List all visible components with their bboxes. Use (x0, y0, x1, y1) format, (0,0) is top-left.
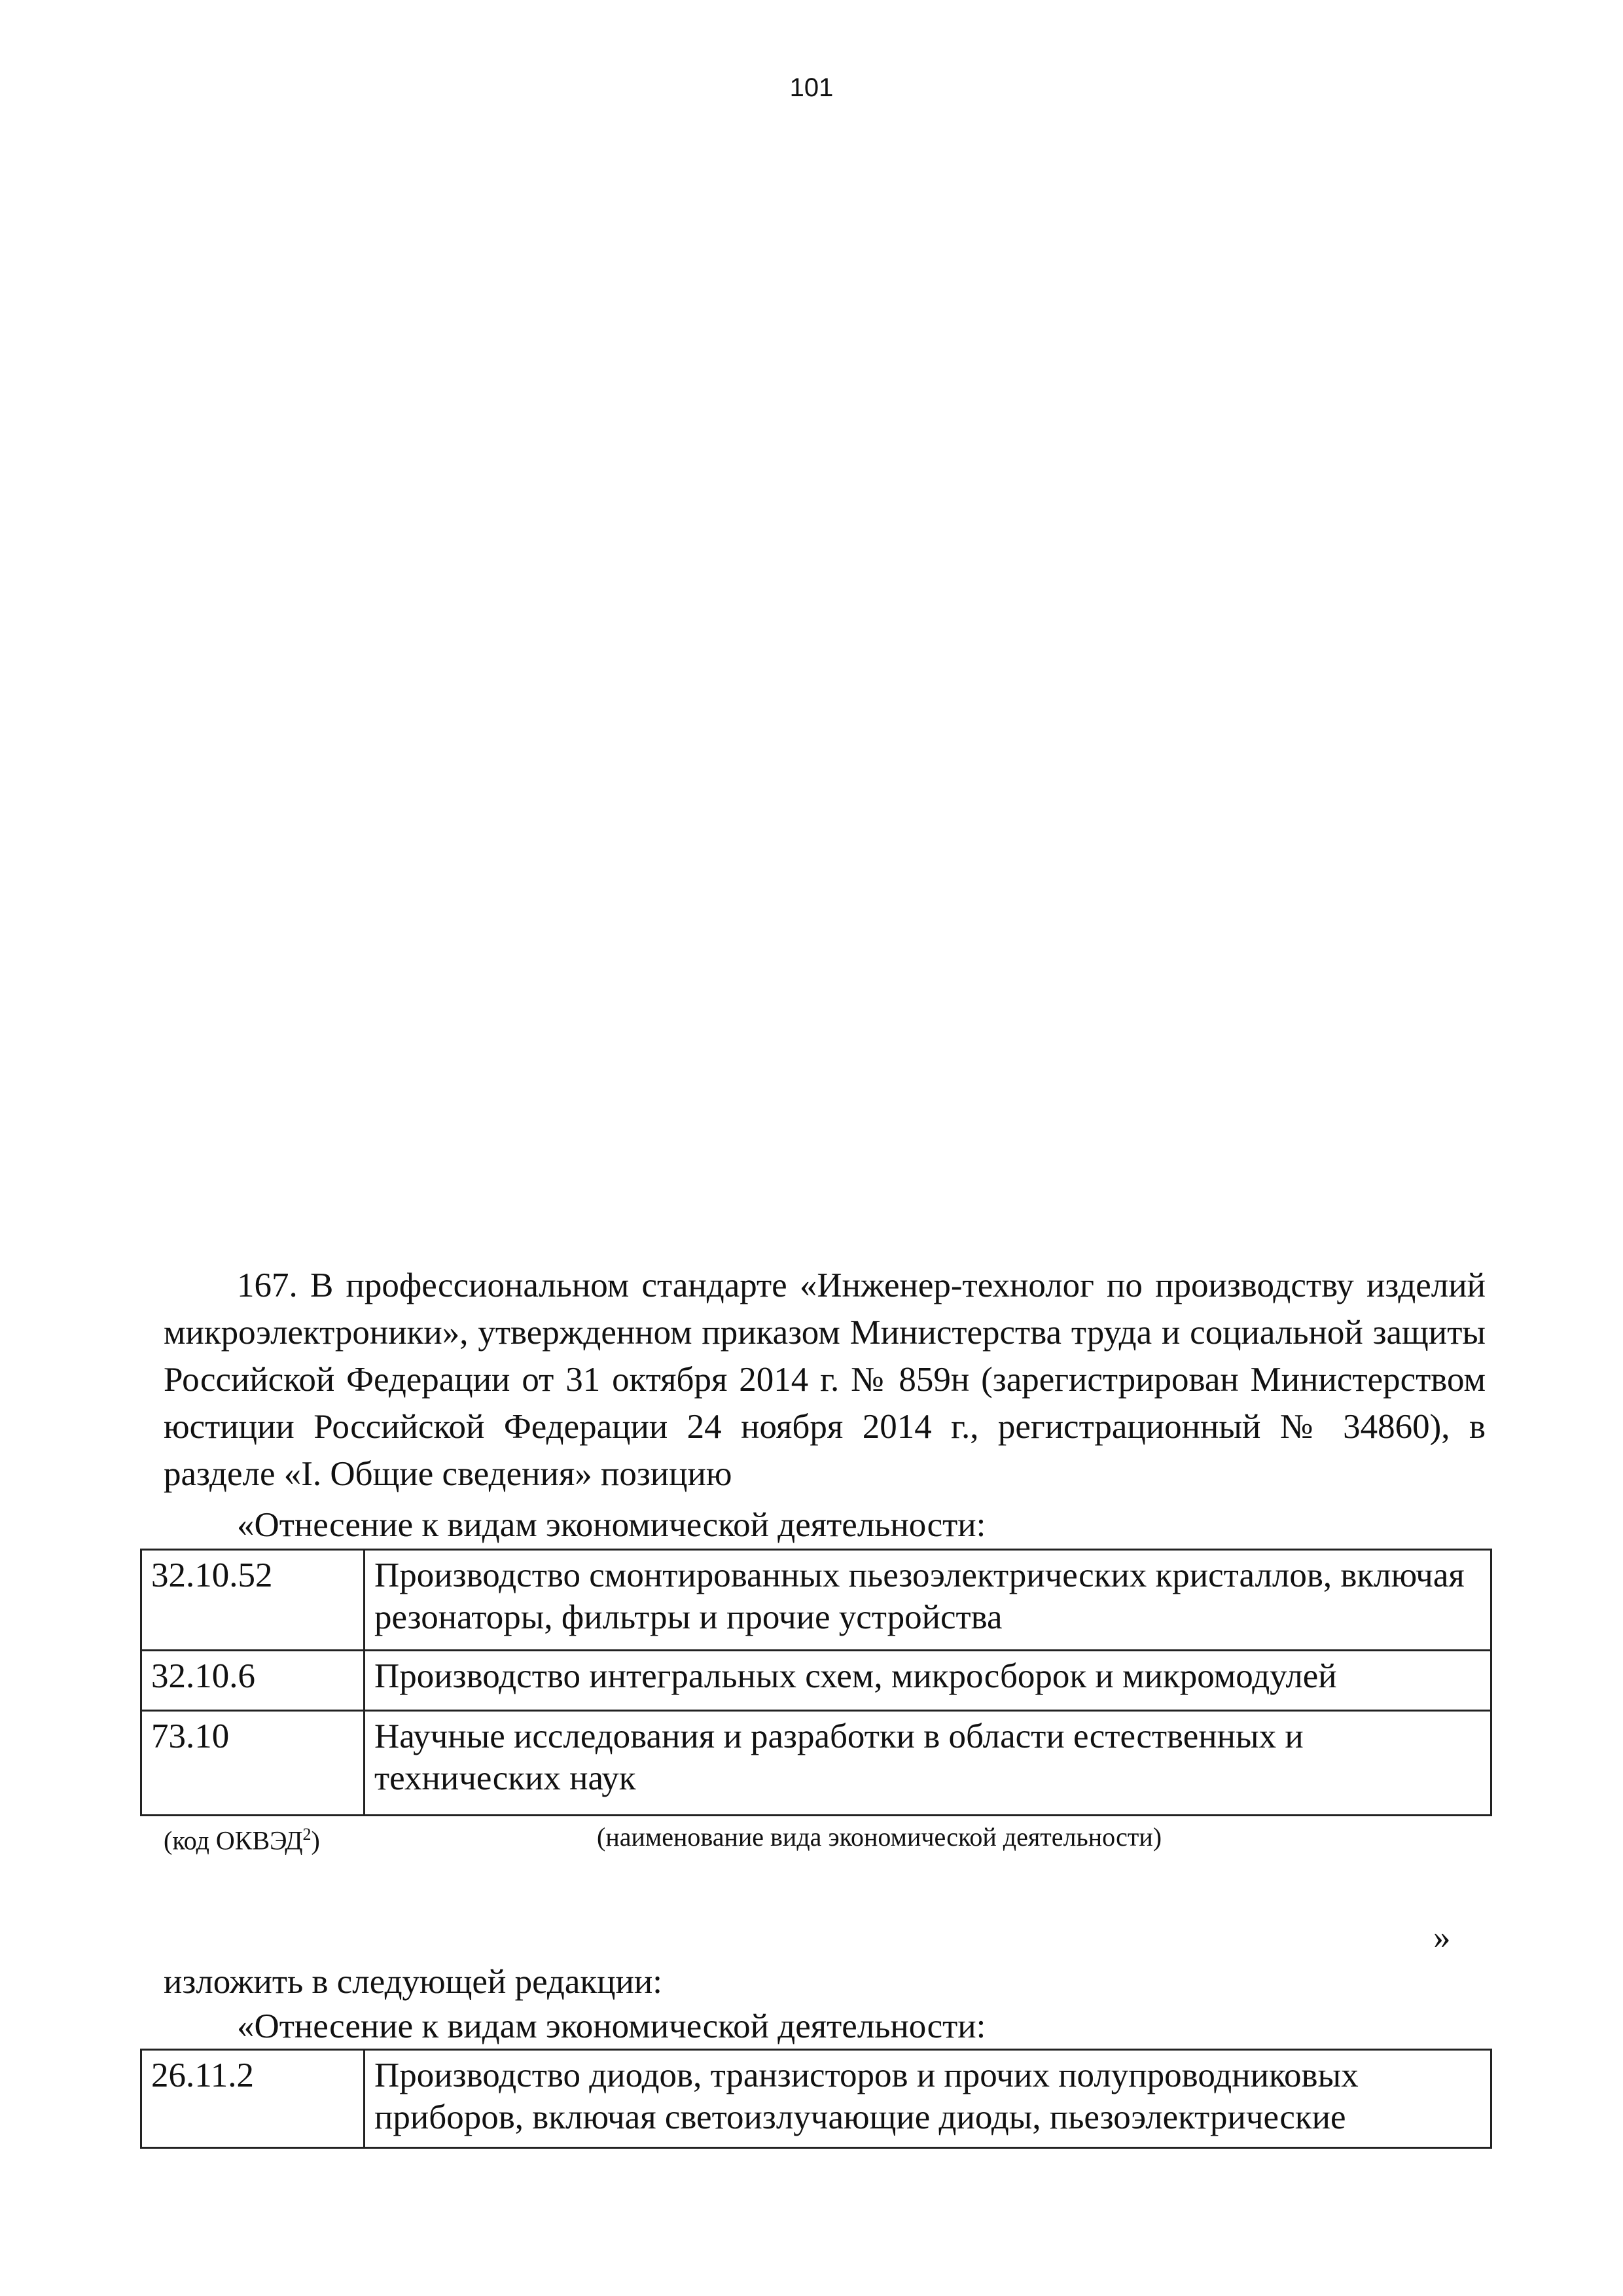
table-row (141, 1711, 1491, 1816)
amendment-paragraph: 167. В профессиональном стандарте «Инженер-технолог по производству изделий микроэлектроники», утвержденном приказом Министерства труда и социальной защиты Российской Федерации от 31 октября 2014 г. № 859н (зарегистрирован Министерством юстиции Российской Федерации 24 ноября 2014 г., регистрационный № 34860), в разделе «I. Общие сведения» позицию (164, 1266, 1486, 1493)
activity-name: Производство интегральных схем, микросборок и микромодулей (365, 1651, 1491, 1711)
caption-activity-name: (наименование вида экономической деятельности) (597, 1822, 1162, 1852)
replace-instruction: изложить в следующей редакции: (164, 1963, 662, 2001)
footnote-mark: 2 (302, 1825, 312, 1844)
new-okved-table (140, 2049, 1492, 2149)
caption-code-close: ) (311, 1825, 320, 1856)
old-table-heading: «Отнесение к видам экономической деятельности: (237, 1506, 986, 1544)
activity-name: Производство смонтированных пьезоэлектрических кристаллов, включая резонаторы, фильтры и прочие устройства (365, 1550, 1491, 1651)
table-row (141, 2050, 1491, 2148)
table-row (141, 1651, 1491, 1711)
old-okved-table (140, 1549, 1492, 1816)
okved-code: 26.11.2 (141, 2050, 365, 2148)
new-table-heading: «Отнесение к видам экономической деятельности: (237, 2007, 986, 2045)
closing-quote: » (1433, 1918, 1451, 1956)
table-row (141, 1550, 1491, 1651)
activity-name: Научные исследования и разработки в области естественных и технических наук (365, 1711, 1491, 1816)
okved-code: 32.10.6 (141, 1651, 365, 1711)
caption-code-text: (код ОКВЭД (164, 1825, 303, 1856)
okved-code: 73.10 (141, 1711, 365, 1816)
page-number: 101 (789, 73, 834, 102)
caption-code (164, 1818, 320, 1857)
activity-name: Производство диодов, транзисторов и прочих полупроводниковых приборов, включая светоизлучающие диоды, пьезоэлектрические (365, 2050, 1491, 2148)
okved-code: 32.10.52 (141, 1550, 365, 1651)
